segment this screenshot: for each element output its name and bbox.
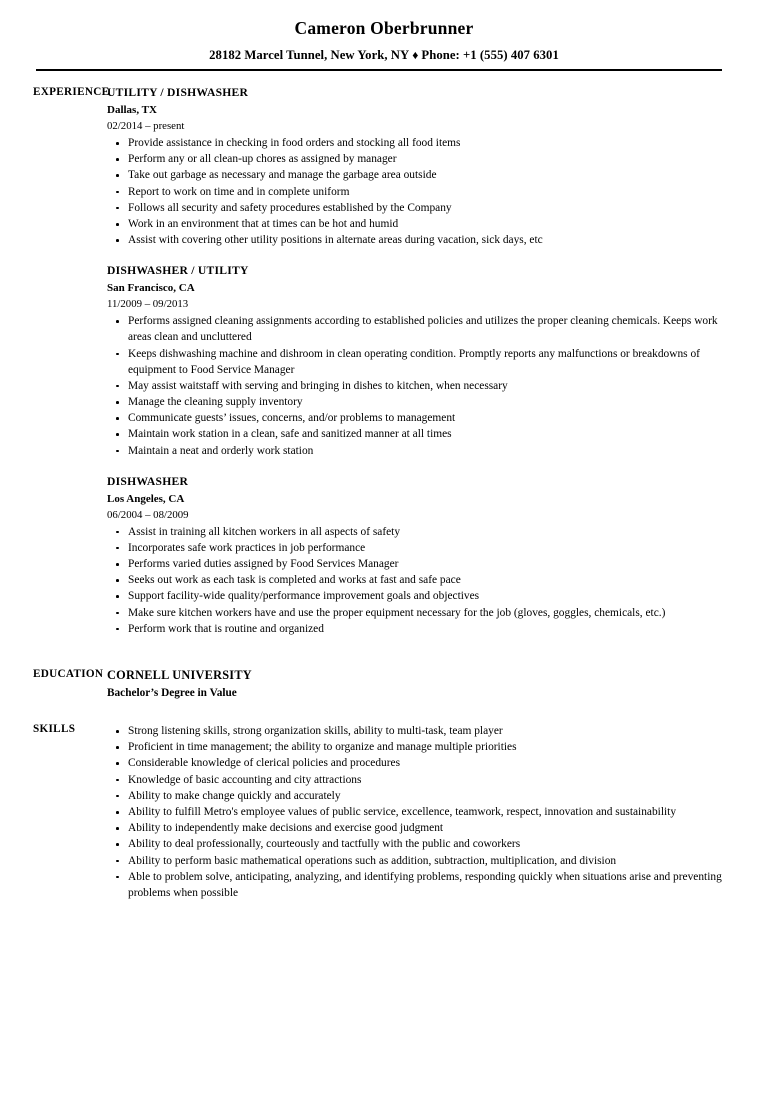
job-bullet: Take out garbage as necessary and manage the garbage area outside (107, 167, 722, 183)
job-bullet: Assist with covering other utility positions in alternate areas during vacation, sick days, etc (107, 232, 722, 248)
job-title: UTILITY / DISHWASHER (107, 86, 249, 100)
job-bullet: Keeps dishwashing machine and dishroom in clean operating condition. Promptly reports any malfunctions or breakdowns of equipment to Food Service Manager (107, 346, 722, 378)
skill-bullet: Proficient in time management; the ability to organize and manage multiple priorities (107, 739, 722, 755)
job-bullet: Maintain work station in a clean, safe and sanitized manner at all times (107, 426, 722, 442)
job-bullet: Performs assigned cleaning assignments according to established policies and utilizes the proper cleaning chemicals. Keeps work areas clean and uncluttered (107, 313, 722, 345)
education-entries (107, 667, 768, 702)
skill-bullet: Ability to independently make decisions and exercise good judgment (107, 820, 722, 836)
job-bullet: Perform any or all clean-up chores as assigned by manager (107, 151, 722, 167)
education-entry (107, 667, 722, 702)
job-bullet: Support facility-wide quality/performance improvement goals and objectives (107, 588, 722, 604)
job-bullet: Manage the cleaning supply inventory (107, 394, 722, 410)
skill-bullet: Ability to fulfill Metro's employee values of public service, excellence, teamwork, respect, innovation and sustainability (107, 804, 722, 820)
experience-entries (107, 85, 768, 637)
job-bullet-list (107, 313, 722, 459)
job-bullet-list (107, 135, 722, 248)
skills-list-container (107, 722, 768, 901)
skill-bullet: Considerable knowledge of clerical policies and procedures (107, 755, 722, 771)
job-bullet: Work in an environment that at times can be hot and humid (107, 216, 722, 232)
job-title: DISHWASHER (107, 474, 189, 488)
skills-bullet-list (107, 723, 722, 901)
section-education (0, 667, 768, 702)
job-bullet: Perform work that is routine and organized (107, 621, 722, 637)
job-bullet: Make sure kitchen workers have and use the proper equipment necessary for the job (gloves, goggles, chemicals, etc.) (107, 605, 722, 621)
skill-bullet: Strong listening skills, strong organization skills, ability to multi-task, team player (107, 723, 722, 739)
job-bullet: Performs varied duties assigned by Food Services Manager (107, 556, 722, 572)
diamond-separator-icon: ♦ (412, 48, 419, 63)
job-bullet: Incorporates safe work practices in job performance (107, 540, 722, 556)
job-location: San Francisco, CA (107, 282, 195, 295)
job-dates: 06/2004 – 08/2009 (107, 508, 189, 521)
skill-bullet: Ability to deal professionally, courteously and tactfully with the public and coworkers (107, 836, 722, 852)
job-bullet: Report to work on time and in complete uniform (107, 184, 722, 200)
contact-address: 28182 Marcel Tunnel, New York, NY (209, 48, 410, 63)
job-title: DISHWASHER / UTILITY (107, 264, 249, 278)
job-dates: 11/2009 – 09/2013 (107, 298, 189, 311)
resume-body (0, 71, 768, 901)
contact-phone: Phone: +1 (555) 407 6301 (421, 48, 559, 63)
job-bullet-list (107, 524, 722, 637)
degree-name: Bachelor’s Degree in Value (107, 687, 237, 700)
job-bullet: May assist waitstaff with serving and bringing in dishes to kitchen, when necessary (107, 378, 722, 394)
job-location: Los Angeles, CA (107, 492, 185, 505)
skill-bullet: Knowledge of basic accounting and city attractions (107, 772, 722, 788)
resume-header (0, 0, 768, 71)
job-bullet: Communicate guests’ issues, concerns, and/or problems to management (107, 410, 722, 426)
job-location: Dallas, TX (107, 103, 157, 116)
section-experience (0, 85, 768, 637)
experience-entry (107, 474, 722, 637)
section-skills (0, 722, 768, 901)
job-bullet: Follows all security and safety procedures established by the Company (107, 200, 722, 216)
school-name: CORNELL UNIVERSITY (107, 667, 252, 682)
section-label-experience: EXPERIENCE (33, 86, 110, 99)
job-dates: 02/2014 – present (107, 119, 185, 132)
contact-line (0, 48, 768, 63)
skill-bullet: Ability to perform basic mathematical operations such as addition, subtraction, multiplication, and division (107, 853, 722, 869)
job-bullet: Seeks out work as each task is completed and works at fast and safe pace (107, 572, 722, 588)
job-bullet: Assist in training all kitchen workers in all aspects of safety (107, 524, 722, 540)
job-bullet: Provide assistance in checking in food orders and stocking all food items (107, 135, 722, 151)
skill-bullet: Able to problem solve, anticipating, analyzing, and identifying problems, responding quickly when situations arise and preventing problems when possible (107, 869, 722, 901)
experience-entry (107, 263, 722, 459)
section-label-education: EDUCATION (33, 667, 104, 680)
section-label-skills: SKILLS (33, 723, 76, 736)
candidate-name: Cameron Oberbrunner (294, 18, 474, 38)
job-bullet: Maintain a neat and orderly work station (107, 443, 722, 459)
skill-bullet: Ability to make change quickly and accurately (107, 788, 722, 804)
experience-entry (107, 85, 722, 248)
